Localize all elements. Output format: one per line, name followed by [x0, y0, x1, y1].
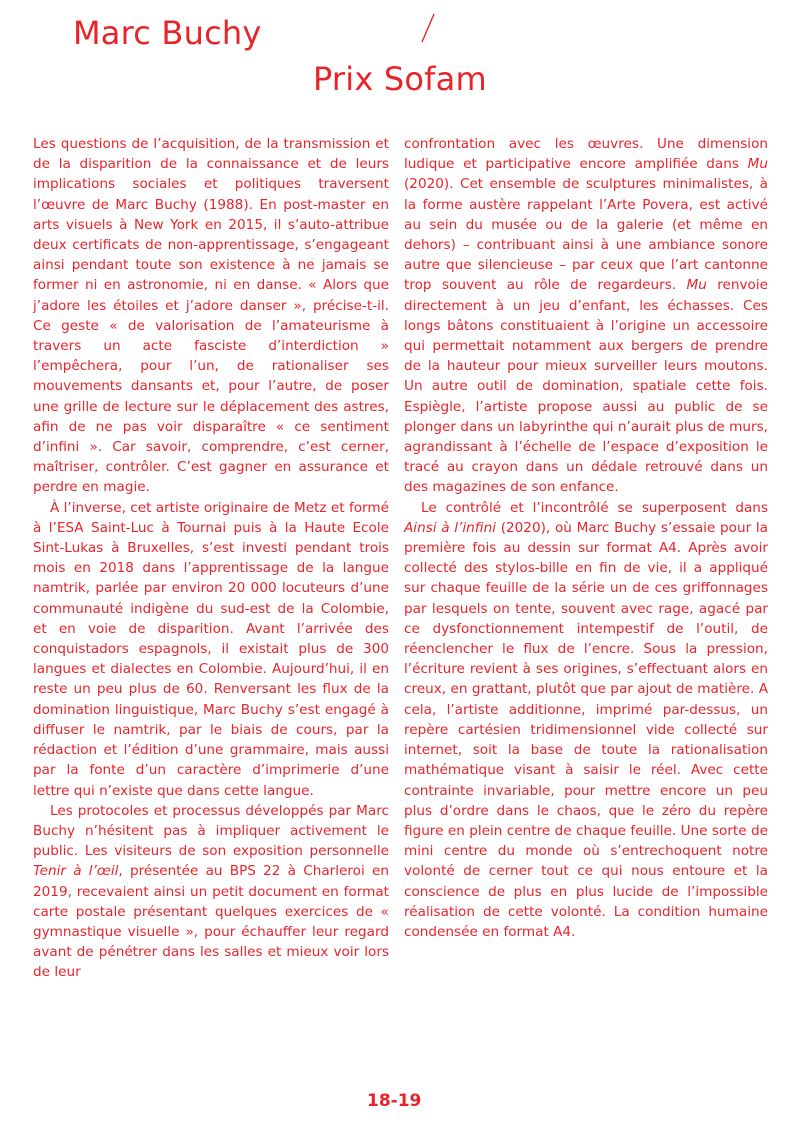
paragraph-text: (2020). Cet ensemble de sculptures minimalistes, à la forme austère rappelant l’Arte Povera, est activé au sein du musée ou de la galerie (et même en dehors) – contribuant ainsi à une ambiance sonore autre que silencieuse – par ceux que l’art cantonne trop souvent au rôle de regardeurs. — [404, 176, 768, 294]
left-text-column — [33, 134, 389, 983]
artwork-title: Mu — [686, 277, 707, 294]
paragraph-text: renvoie directement à un jeu d’enfant, les échasses. Ces longs bâtons constituaient à l’origine un accessoire qui permettait notamment aux bergers de prendre de la hauteur pour mieux surveiller leurs moutons. Un autre outil de domination, spatiale cette fois. Espiègle, l’artiste propose aussi au public de se plonger dans un labyrinthe qui n’aurait plus de murs, agrandissant à l’échelle de l’espace d’exposition le tracé au crayon dans un dédale retrouvé dans un des magazines de son enfance. — [404, 277, 768, 496]
artwork-title: Mu — [747, 156, 768, 173]
paragraph — [404, 134, 768, 498]
paragraph-text: Les questions de l’acquisition, de la transmission et de la disparition de la connaissance et de leurs implications sociales et politiques traversent l’œuvre de Marc Buchy (1988). En post-master en arts visuels à New York en 2015, il s’auto-attribue deux certificats de non-apprentissage, s’engageant ainsi pendant toute son existence à ne jamais se former ni en astronomie, ni en danse. « Alors que j’adore les étoiles et j’adore danser », précise-t-il. Ce geste « de valorisation de l’amateurisme à travers un acte fasciste d’interdiction » l’empêchera, pour l’un, de rationaliser ses mouvements dansants et, pour l’autre, de poser une grille de lecture sur le déplacement des astres, afin de ne pas voir disparaître « ce sentiment d’infini ». Car savoir, comprendre, c’est cerner, maîtriser, contrôler. C’est gagner en assurance et perdre en magie. — [33, 136, 389, 496]
artist-name-heading: Marc Buchy — [73, 14, 262, 52]
paragraph-text: À l’inverse, cet artiste originaire de Metz et formé à l’ESA Saint-Luc à Tournai puis à la Haute Ecole Sint-Lukas à Bruxelles, s’est investi pendant trois mois en 2018 dans l’apprentissage de la langue namtrik, parlée par environ 20 000 locuteurs d’une communauté indigène du sud-est de la Colombie, et en voie de disparition. Avant l’arrivée des conquistadors espagnols, il existait plus de 300 langues et dialectes en Colombie. Aujourd’hui, il en reste un peu plus de 60. Renversant les flux de la domination linguistique, Marc Buchy s’est engagé à diffuser le namtrik, par le biais de cours, par la rédaction et l’édition d’une grammaire, mais aussi par la fonte d’un caractère d’imprimerie d’une lettre qui n’existe que dans cette langue. — [33, 499, 389, 799]
paragraph-text: confrontation avec les œuvres. Une dimension ludique et participative encore amplifiée dans — [404, 136, 768, 173]
paragraph — [33, 134, 389, 498]
prize-name-heading: Prix Sofam — [313, 60, 487, 98]
paragraph — [33, 498, 389, 801]
right-text-column — [404, 134, 768, 942]
paragraph-text: , présentée au BPS 22 à Charleroi en 2019, recevaient ainsi un petit document en format carte postale présentant quelques exercices de « gymnastique visuelle », pour échauffer leur regard avant de pénétrer dans les salles et mieux voir lors de leur — [33, 863, 389, 981]
paragraph-text: Le contrôlé et l’incontrôlé se superposent dans — [421, 499, 768, 516]
artwork-title: Tenir à l’œil — [33, 863, 119, 880]
artwork-title: Ainsi à l’infini — [404, 519, 496, 536]
slash-divider — [420, 12, 436, 44]
page-number: 18-19 — [367, 1091, 422, 1111]
paragraph-text: (2020), où Marc Buchy s’essaie pour la première fois au dessin sur format A4. Après avoir collecté des stylos-bille en fin de vie, il a appliqué sur chaque feuille de la série un de ces griffonnages par lesquels on tente, souvent avec rage, agacé par ce dysfonctionnement intempestif de l’outil, de réenclencher le flux de l’encre. Sous la pression, l’écriture revient à ses origines, s’effectuant alors en creux, en grattant, plutôt que par ajout de matière. A cela, l’artiste additionne, imprimé par-dessus, un repère cartésien tridimensionnel vide collecté sur internet, soit la base de toute la rationalisation mathématique visant à saisir le réel. Avec cette contrainte invariable, pour mettre encore un peu plus d’ordre dans le chaos, que le zéro du repère figure en plein centre de chaque feuille. Une sorte de mini centre du monde où s’entrechoquent notre volonté de cerner tout ce qui nous entoure et la conscience de plus en plus lucide de l’impossible réalisation de cette volonté. La condition humaine condensée en format A4. — [404, 519, 769, 940]
paragraph-text: Les protocoles et processus développés par Marc Buchy n’hésitent pas à impliquer activement le public. Les visiteurs de son exposition personnelle — [33, 802, 389, 860]
paragraph — [33, 801, 389, 983]
paragraph — [404, 498, 768, 942]
